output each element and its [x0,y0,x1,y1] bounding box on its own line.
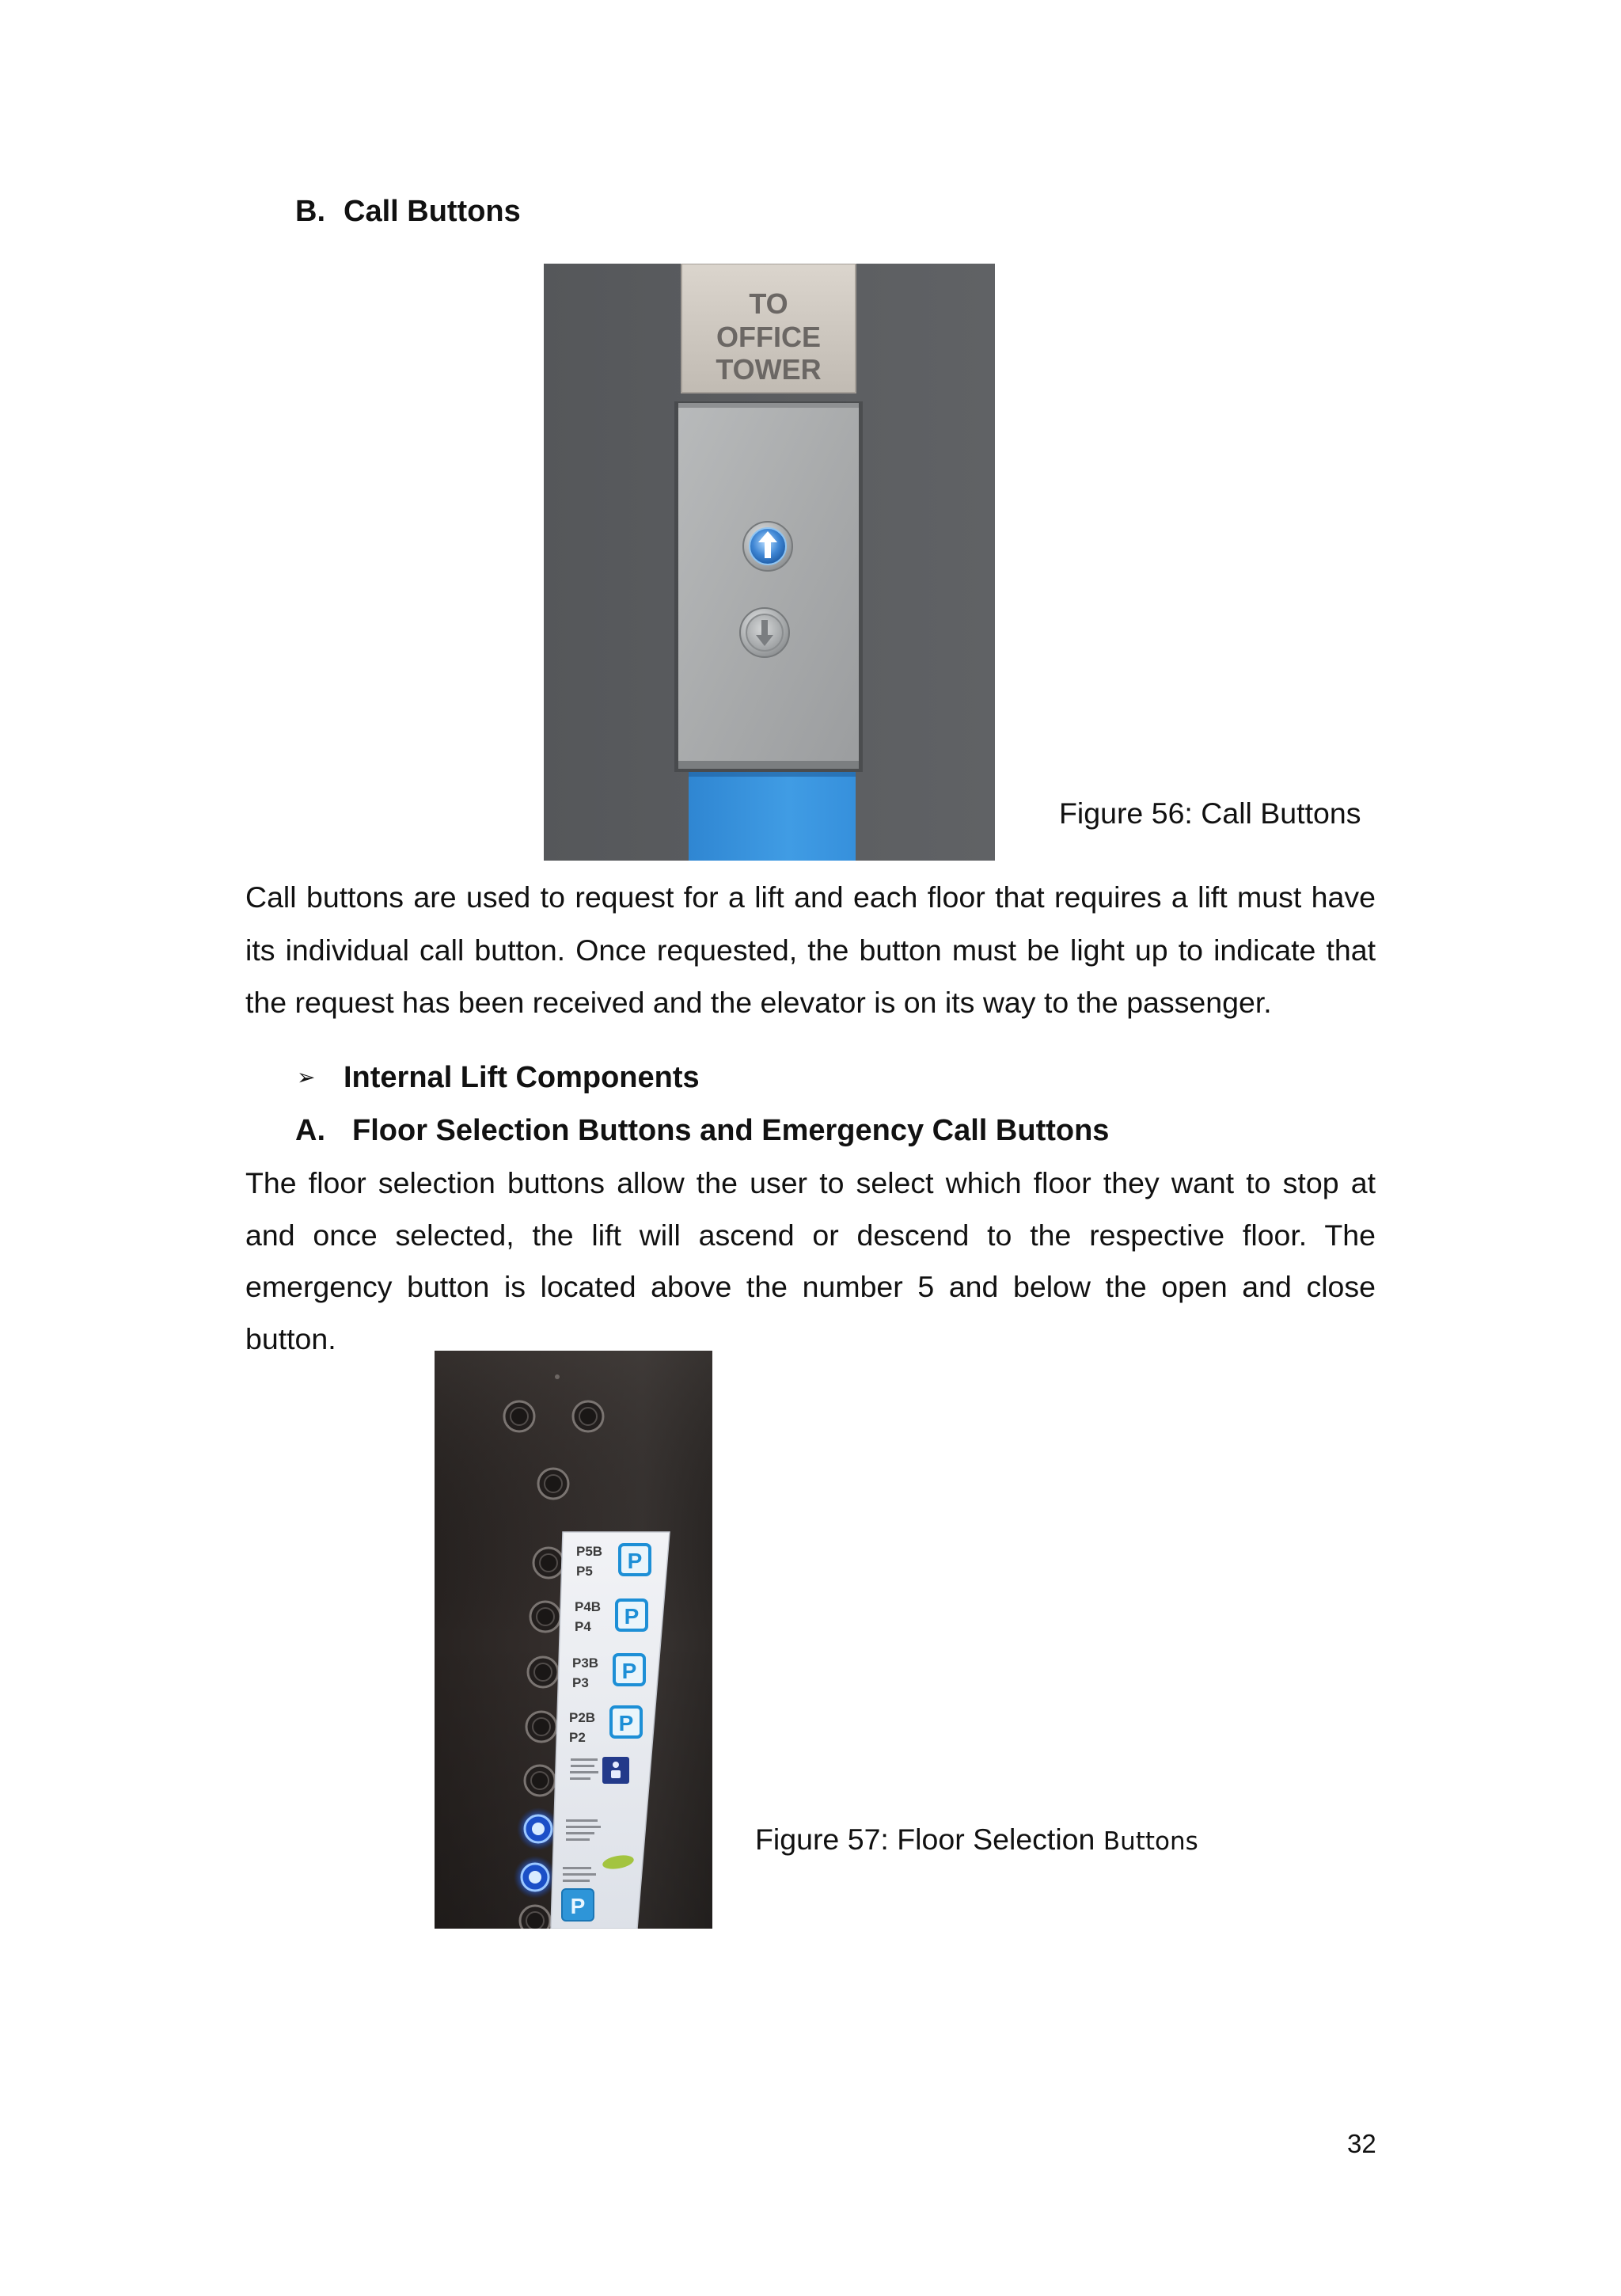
floor-button [504,1401,534,1431]
svg-text:P: P [621,1659,637,1683]
floor-button [520,1906,550,1929]
sign-line-1: TO [749,287,788,320]
floor-label-p5b: P5B [576,1544,603,1559]
paragraph-line: and once selected, the lift will ascend or descend to the respective floor. The [245,1218,1376,1252]
section-a-title: Floor Selection Buttons and Emergency Call Buttons [352,1114,1110,1147]
floor-button [530,1602,560,1632]
internal-components-heading: Internal Lift Components [344,1061,700,1094]
floor-label-p5: P5 [576,1564,593,1579]
paragraph-line: The floor selection buttons allow the user to select which floor they want to stop at [245,1166,1376,1199]
sign-line-3: TOWER [716,353,822,386]
floor-label-p3b: P3B [572,1655,599,1671]
floor-button [525,1766,555,1796]
figure-57-caption [755,1813,1198,1868]
svg-text:P: P [627,1549,643,1573]
page-number: 32 [1347,2129,1376,2158]
floor-button [538,1469,568,1499]
blue-trim-shadow [689,772,856,777]
floor-label-p4b: P4B [575,1599,602,1614]
parking-sign-icon [562,1889,594,1921]
svg-text:P: P [618,1711,634,1735]
paragraph-line: button. [245,1321,336,1355]
paragraph-line: the request has been received and the elevator is on its way to the passenger. [245,986,1272,1019]
lit-floor-button [514,1856,556,1899]
panel-screw [555,1374,560,1379]
floor-label-p3: P3 [572,1675,589,1690]
sign-line-2: OFFICE [716,321,821,353]
arrowhead-bullet-icon: ➢ [297,1064,316,1090]
floor-button [528,1657,558,1687]
parking-sign-icon [617,1600,647,1630]
blue-trim-strip [689,772,856,861]
figure-57-caption-tail: Buttons [1103,1827,1198,1856]
down-call-button [740,608,789,657]
floor-button [573,1401,603,1431]
figure-56-caption: Figure 56: Call Buttons [1059,796,1361,830]
section-b-marker: B. [295,195,325,228]
parking-sign-icon [614,1655,644,1685]
floor-selection-paragraph [245,1158,1376,1365]
paragraph-line: emergency button is located above the number 5 and below the open and close [245,1270,1376,1303]
call-buttons-paragraph [245,871,1376,1029]
floor-label-p2: P2 [569,1730,586,1745]
svg-text:P: P [570,1894,586,1918]
up-call-button [743,522,792,571]
call-button-panel [678,403,859,769]
panel-bottom-edge [678,761,859,769]
navy-floor-sign-icon [602,1757,629,1784]
parking-sign-icon [611,1707,641,1737]
floor-button [533,1548,564,1578]
call-buttons-photo [544,264,995,861]
figure-57-caption-main: Figure 57: Floor Selection [755,1823,1095,1856]
paragraph-line: its individual call button. Once requested, the button must be light up to indicate that [245,933,1376,967]
floor-label-p2b: P2B [569,1710,596,1725]
floor-selection-buttons-photo [435,1351,712,1929]
parking-sign-icon [620,1545,650,1575]
svg-text:P: P [624,1604,640,1629]
floor-label-p4: P4 [575,1619,591,1634]
panel-top-edge [678,403,859,408]
section-b-title: Call Buttons [344,195,521,228]
section-a-marker: A. [295,1114,325,1147]
floor-button [526,1712,556,1742]
paragraph-line: Call buttons are used to request for a lift and each floor that requires a lift must have [245,880,1376,914]
